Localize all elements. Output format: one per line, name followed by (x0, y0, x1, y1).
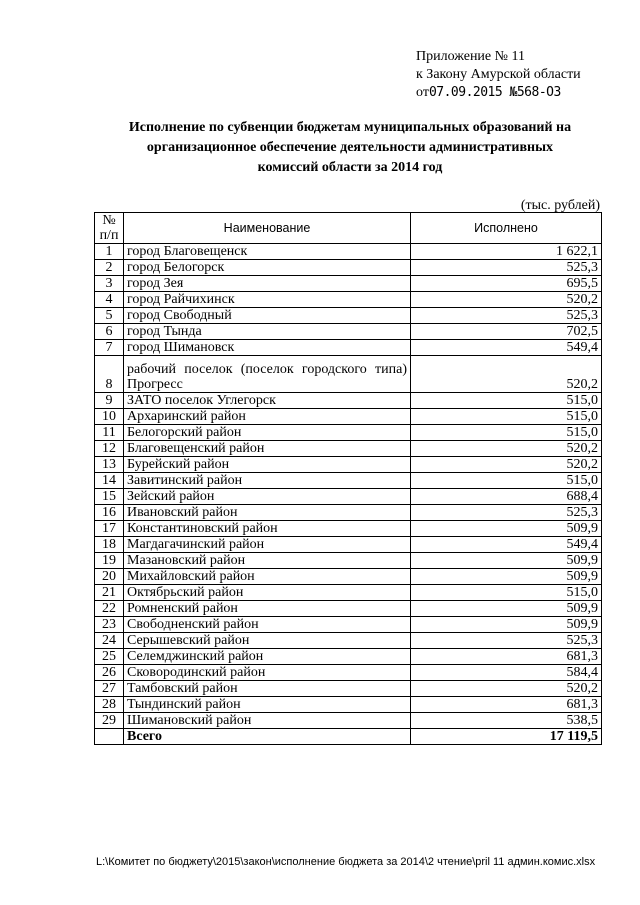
row-value: 549,4 (411, 340, 602, 356)
row-number: 29 (95, 713, 124, 729)
row-value: 520,2 (411, 292, 602, 308)
document-title: Исполнение по субвенции бюджетам муниципальных образований на организационное обеспечение деятельности административных комиссий области за 2014 год (128, 120, 572, 175)
total-value: 17 119,5 (411, 729, 602, 745)
row-name: Серышевский район (124, 633, 411, 649)
row-value: 520,2 (411, 457, 602, 473)
row-name: Белогорский район (124, 425, 411, 441)
row-name: город Зея (124, 276, 411, 292)
table-row (95, 441, 602, 457)
row-name: Константиновский район (124, 521, 411, 537)
row-name: город Благовещенск (124, 244, 411, 260)
table-row (95, 409, 602, 425)
row-name: Ивановский район (124, 505, 411, 521)
row-value: 509,9 (411, 569, 602, 585)
row-name: рабочий поселок (поселок городского типа) Прогресс (124, 356, 411, 393)
appendix-date (416, 84, 581, 102)
row-name: Магдагачинский район (124, 537, 411, 553)
row-value: 681,3 (411, 697, 602, 713)
row-name: Мазановский район (124, 553, 411, 569)
row-number: 1 (95, 244, 124, 260)
table-row (95, 681, 602, 697)
row-value: 509,9 (411, 553, 602, 569)
table-row (95, 649, 602, 665)
total-label: Всего (124, 729, 411, 745)
row-value: 549,4 (411, 537, 602, 553)
table-row (95, 537, 602, 553)
row-value: 584,4 (411, 665, 602, 681)
total-row (95, 729, 602, 745)
appendix-block (416, 48, 581, 102)
row-name: Октябрьский район (124, 585, 411, 601)
row-number: 11 (95, 425, 124, 441)
table-header-row (95, 213, 602, 244)
table-row (95, 665, 602, 681)
row-value: 525,3 (411, 308, 602, 324)
table-row (95, 521, 602, 537)
row-value: 520,2 (411, 441, 602, 457)
table-row (95, 601, 602, 617)
row-number: 13 (95, 457, 124, 473)
row-value: 681,3 (411, 649, 602, 665)
row-value: 515,0 (411, 409, 602, 425)
row-name: Свободненский район (124, 617, 411, 633)
row-number: 18 (95, 537, 124, 553)
row-name: Благовещенский район (124, 441, 411, 457)
table-row (95, 489, 602, 505)
row-name: Шимановский район (124, 713, 411, 729)
table-row (95, 569, 602, 585)
table-row (95, 617, 602, 633)
header-num: № п/п (95, 213, 124, 244)
row-name: ЗАТО поселок Углегорск (124, 393, 411, 409)
table-row (95, 697, 602, 713)
row-number: 16 (95, 505, 124, 521)
row-name: Архаринский район (124, 409, 411, 425)
row-name: город Белогорск (124, 260, 411, 276)
row-name: Тындинский район (124, 697, 411, 713)
row-name: Бурейский район (124, 457, 411, 473)
file-path-footer: L:\Комитет по бюджету\2015\закон\исполнение бюджета за 2014\2 чтение\pril 11 админ.комис.xlsx (96, 856, 596, 868)
table-row (95, 553, 602, 569)
table-row (95, 292, 602, 308)
row-number: 4 (95, 292, 124, 308)
row-value: 702,5 (411, 324, 602, 340)
row-number: 17 (95, 521, 124, 537)
date-prefix: от (416, 85, 429, 100)
row-name: Михайловский район (124, 569, 411, 585)
row-name: Зейский район (124, 489, 411, 505)
table-row (95, 260, 602, 276)
row-value: 520,2 (411, 681, 602, 697)
row-value: 525,3 (411, 260, 602, 276)
row-name: город Тында (124, 324, 411, 340)
table-row (95, 340, 602, 356)
row-number: 5 (95, 308, 124, 324)
row-name: Ромненский район (124, 601, 411, 617)
row-value: 1 622,1 (411, 244, 602, 260)
row-value: 520,2 (411, 356, 602, 393)
row-number: 26 (95, 665, 124, 681)
row-number: 28 (95, 697, 124, 713)
row-value: 515,0 (411, 473, 602, 489)
date-stamp: 07.09.2015 №568-ОЗ (428, 85, 561, 100)
row-value: 695,5 (411, 276, 602, 292)
row-number: 6 (95, 324, 124, 340)
row-value: 509,9 (411, 601, 602, 617)
row-value: 515,0 (411, 585, 602, 601)
row-value: 525,3 (411, 633, 602, 649)
row-value: 509,9 (411, 521, 602, 537)
table-row (95, 308, 602, 324)
row-value: 538,5 (411, 713, 602, 729)
row-number: 22 (95, 601, 124, 617)
row-value: 515,0 (411, 393, 602, 409)
row-number: 15 (95, 489, 124, 505)
row-number: 8 (95, 356, 124, 393)
row-number: 2 (95, 260, 124, 276)
row-number: 7 (95, 340, 124, 356)
row-number: 27 (95, 681, 124, 697)
row-number: 19 (95, 553, 124, 569)
row-number: 9 (95, 393, 124, 409)
table-row (95, 633, 602, 649)
table-row (95, 505, 602, 521)
table-row (95, 276, 602, 292)
row-number: 25 (95, 649, 124, 665)
row-name: город Шимановск (124, 340, 411, 356)
budget-table (94, 212, 602, 745)
total-num-cell (95, 729, 124, 745)
row-name: Завитинский район (124, 473, 411, 489)
row-value: 688,4 (411, 489, 602, 505)
table-row (95, 356, 602, 393)
row-value: 515,0 (411, 425, 602, 441)
table-row (95, 585, 602, 601)
table-row (95, 457, 602, 473)
header-name: Наименование (124, 213, 411, 244)
row-number: 20 (95, 569, 124, 585)
row-number: 14 (95, 473, 124, 489)
row-number: 10 (95, 409, 124, 425)
row-number: 21 (95, 585, 124, 601)
row-name: Тамбовский район (124, 681, 411, 697)
row-number: 3 (95, 276, 124, 292)
table-row (95, 324, 602, 340)
units-label: (тыс. рублей) (520, 198, 600, 213)
appendix-law-reference: к Закону Амурской области (416, 67, 581, 82)
row-value: 509,9 (411, 617, 602, 633)
row-name: город Свободный (124, 308, 411, 324)
appendix-number: Приложение № 11 (416, 49, 525, 64)
row-number: 12 (95, 441, 124, 457)
row-number: 23 (95, 617, 124, 633)
table-row (95, 473, 602, 489)
header-value: Исполнено (411, 213, 602, 244)
row-name: Сковородинский район (124, 665, 411, 681)
table-row (95, 713, 602, 729)
table-row (95, 244, 602, 260)
row-name: город Райчихинск (124, 292, 411, 308)
row-value: 525,3 (411, 505, 602, 521)
row-number: 24 (95, 633, 124, 649)
table-row (95, 425, 602, 441)
table-row (95, 393, 602, 409)
row-name: Селемджинский район (124, 649, 411, 665)
